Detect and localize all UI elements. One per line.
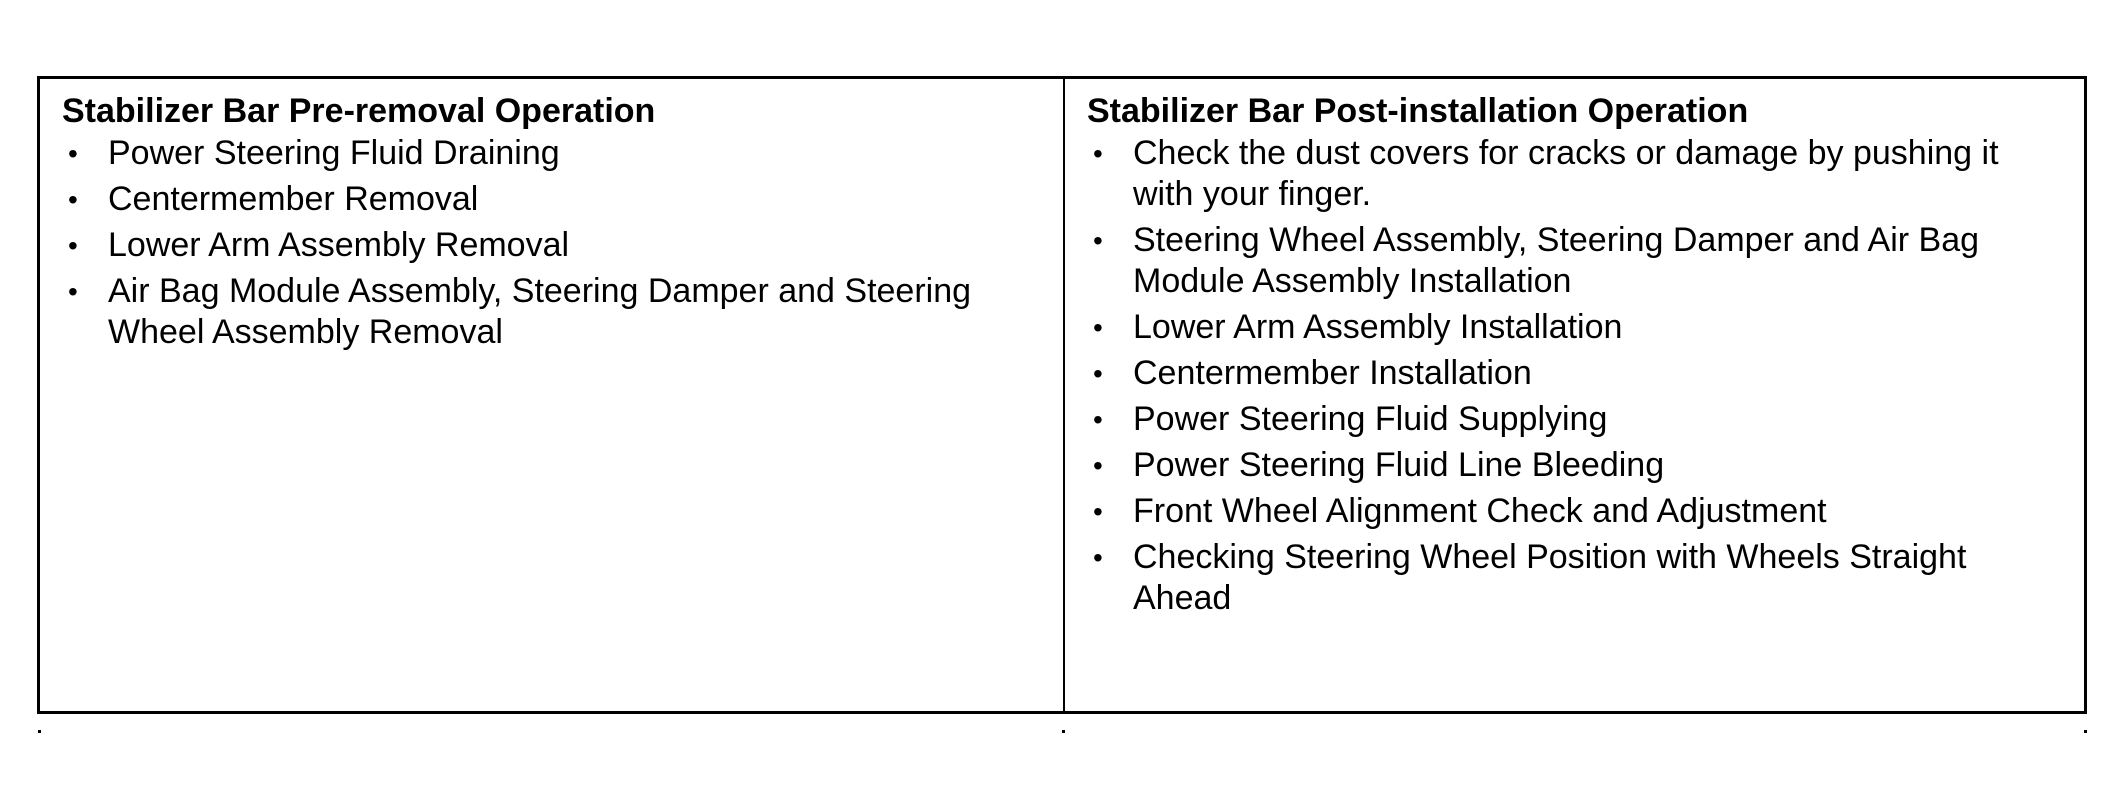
bullet-icon: •	[68, 276, 78, 307]
bullet-icon: •	[68, 138, 78, 169]
list-item	[62, 225, 1043, 266]
pre-removal-title: Stabilizer Bar Pre-removal Operation	[62, 92, 656, 130]
list-item-text: Checking Steering Wheel Position with Wheels Straight Ahead	[1133, 538, 1967, 617]
list-item-text: Lower Arm Assembly Removal	[108, 226, 570, 264]
bullet-icon: •	[1093, 496, 1103, 527]
post-installation-title: Stabilizer Bar Post-installation Operation	[1087, 92, 1749, 130]
list-item	[1087, 537, 2064, 619]
bullet-icon: •	[1093, 404, 1103, 435]
bullet-icon: •	[1093, 138, 1103, 169]
bullet-icon: •	[68, 184, 78, 215]
list-item	[62, 133, 1043, 174]
list-item	[62, 271, 1043, 353]
list-item	[1087, 491, 2064, 532]
list-item-text: Power Steering Fluid Line Bleeding	[1133, 446, 1665, 484]
list-item-text: Centermember Removal	[108, 180, 479, 218]
bullet-icon: •	[1093, 542, 1103, 573]
corner-mark	[1062, 730, 1065, 733]
list-item	[1087, 133, 2064, 215]
bullet-icon: •	[1093, 225, 1103, 256]
list-item	[62, 179, 1043, 220]
post-installation-list	[1087, 133, 2064, 619]
bullet-icon: •	[68, 230, 78, 261]
list-item-text: Power Steering Fluid Supplying	[1133, 400, 1608, 438]
list-item-text: Front Wheel Alignment Check and Adjustment	[1133, 492, 1827, 530]
list-item	[1087, 399, 2064, 440]
operations-table	[37, 76, 2087, 714]
list-item	[1087, 353, 2064, 394]
list-item	[1087, 445, 2064, 486]
post-installation-cell	[1065, 79, 2084, 711]
pre-removal-cell	[40, 79, 1065, 711]
corner-mark	[38, 730, 41, 733]
list-item-text: Check the dust covers for cracks or damage by pushing it with your finger.	[1133, 134, 1999, 213]
bullet-icon: •	[1093, 358, 1103, 389]
bullet-icon: •	[1093, 450, 1103, 481]
corner-mark	[2084, 730, 2087, 733]
list-item	[1087, 220, 2064, 302]
list-item-text: Centermember Installation	[1133, 354, 1532, 392]
list-item-text: Steering Wheel Assembly, Steering Damper and Air Bag Module Assembly Installation	[1133, 221, 1980, 300]
pre-removal-list	[62, 133, 1043, 353]
list-item-text: Air Bag Module Assembly, Steering Damper and Steering Wheel Assembly Removal	[108, 272, 972, 351]
list-item-text: Lower Arm Assembly Installation	[1133, 308, 1623, 346]
list-item	[1087, 307, 2064, 348]
bullet-icon: •	[1093, 312, 1103, 343]
list-item-text: Power Steering Fluid Draining	[108, 134, 560, 172]
